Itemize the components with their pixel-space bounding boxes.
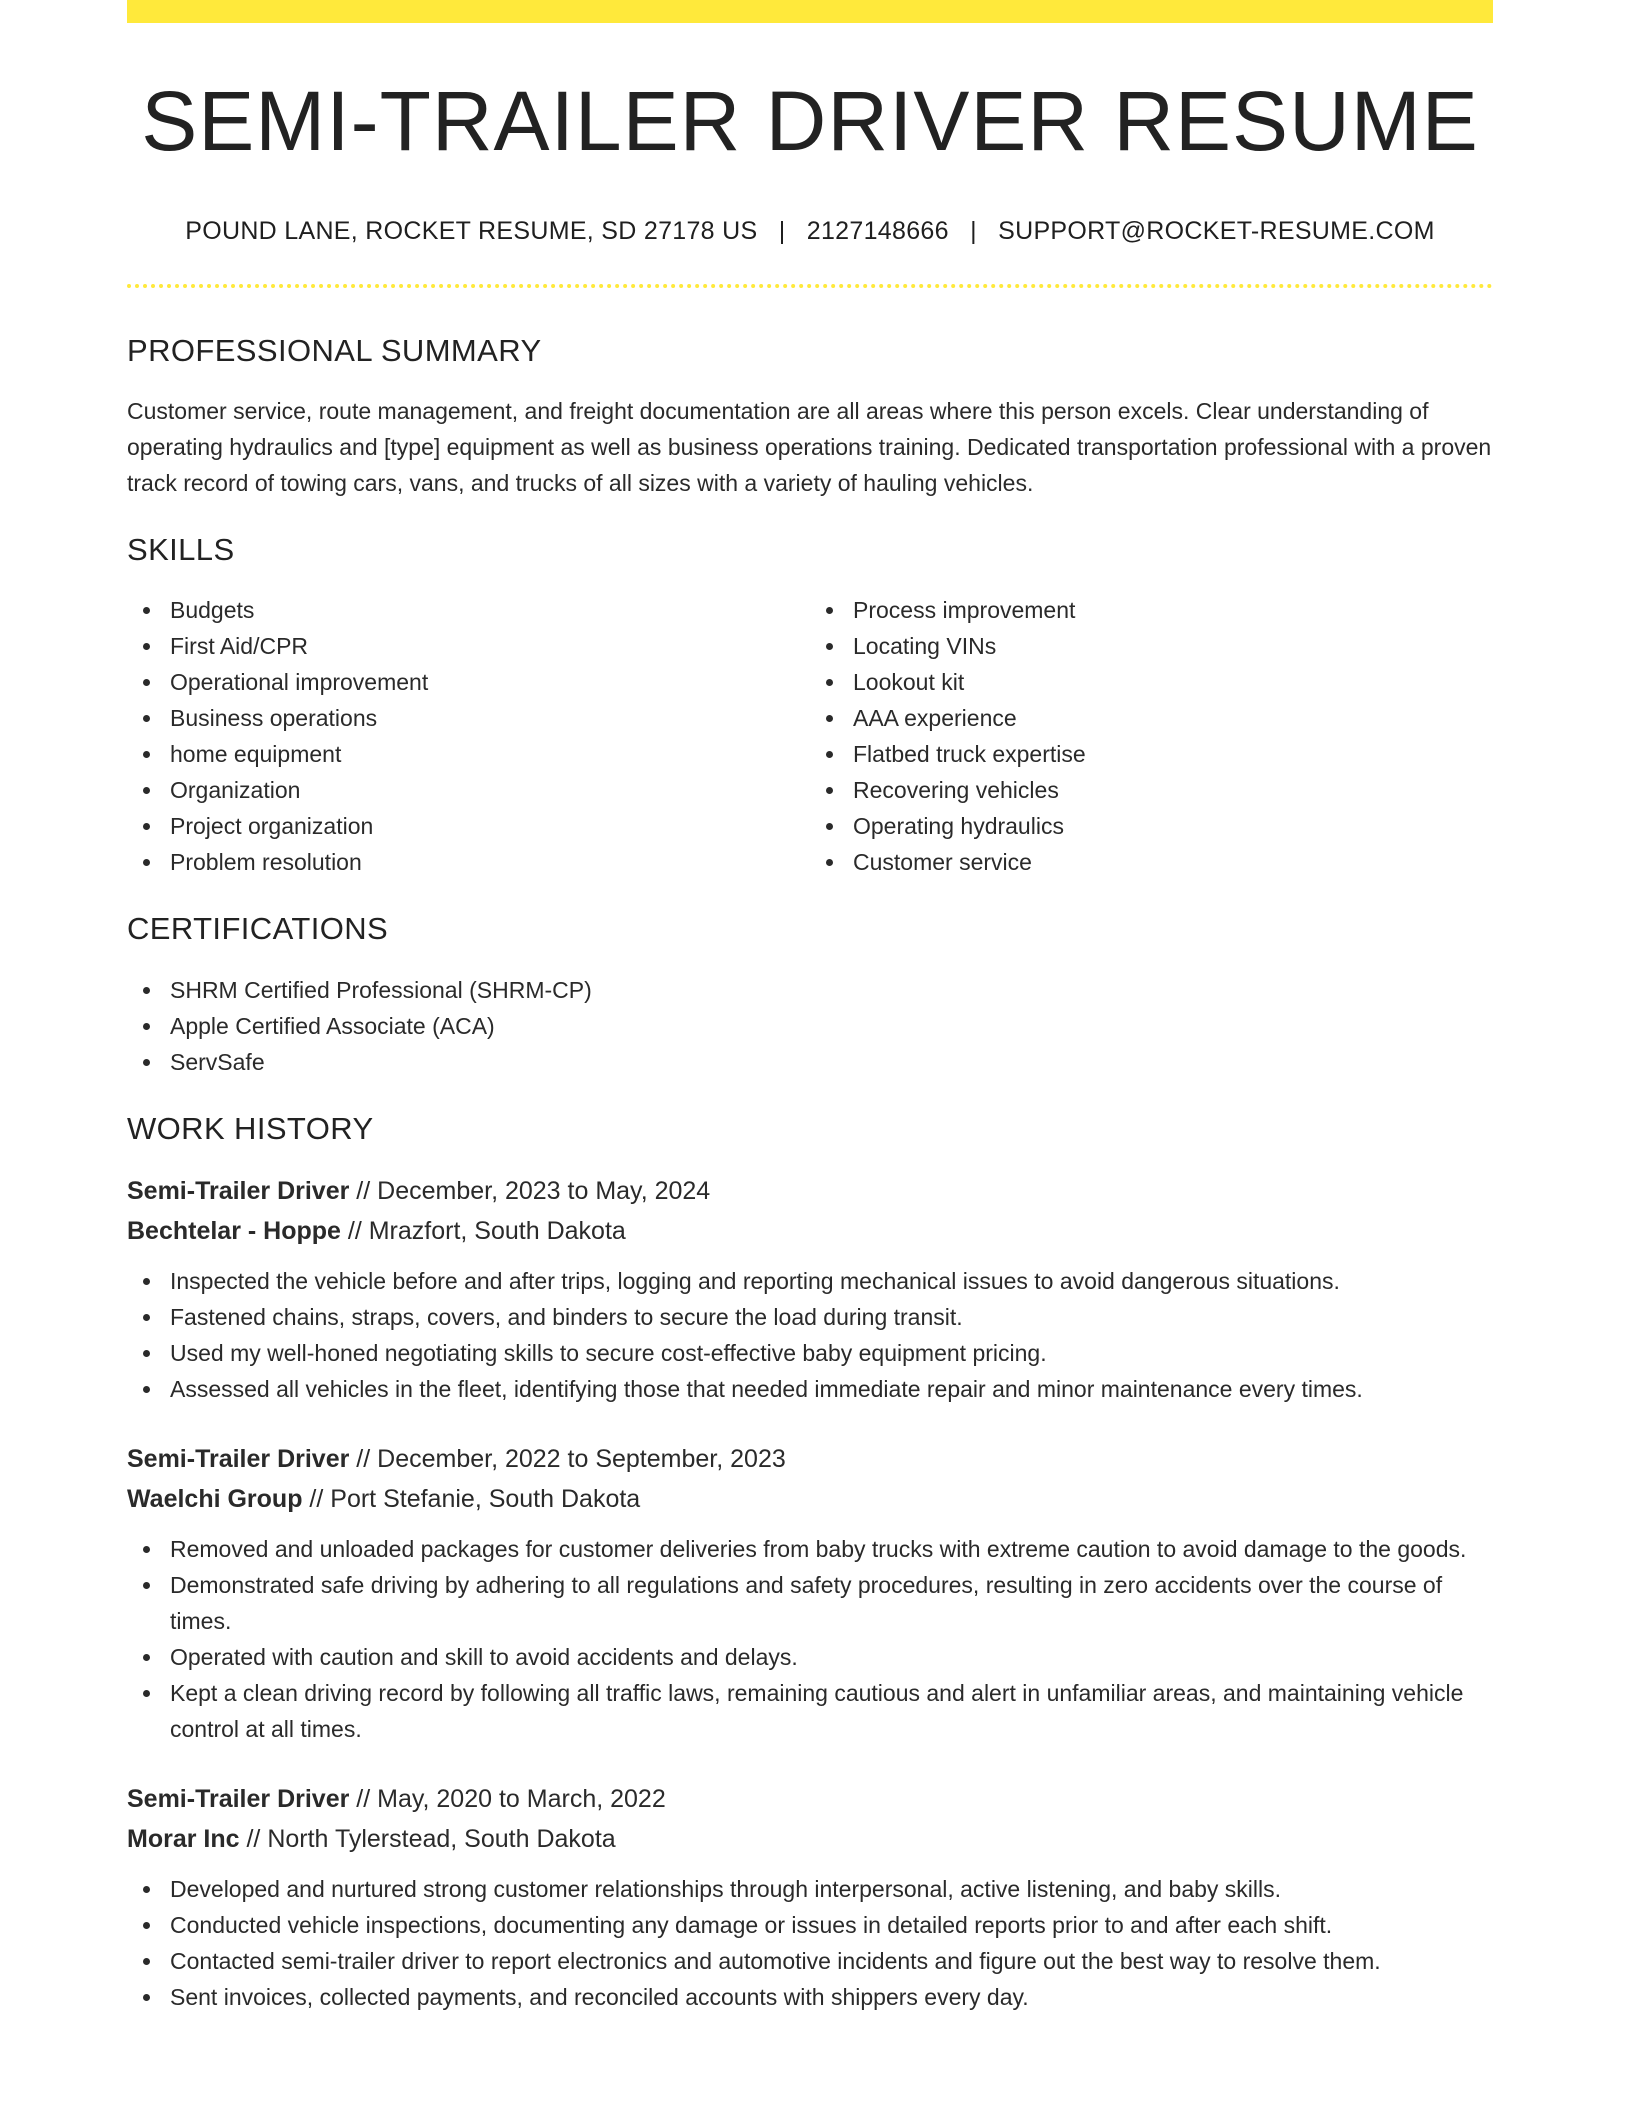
job-entry bbox=[127, 1171, 1493, 1407]
job-bullet-list bbox=[127, 1531, 1493, 1747]
list-item: Flatbed truck expertise bbox=[853, 736, 1493, 772]
list-item: Contacted semi-trailer driver to report electronics and automotive incidents and figure out the best way to resolve them. bbox=[170, 1943, 1493, 1979]
list-item: Operated with caution and skill to avoid accidents and delays. bbox=[170, 1639, 1493, 1675]
list-item: Locating VINs bbox=[853, 628, 1493, 664]
job-entry bbox=[127, 1439, 1493, 1747]
job-separator: // bbox=[340, 1216, 369, 1245]
skills-list-right bbox=[810, 592, 1493, 880]
job-company-line bbox=[127, 1479, 1493, 1519]
list-item: Process improvement bbox=[853, 592, 1493, 628]
job-location: Port Stefanie, South Dakota bbox=[330, 1484, 641, 1513]
work-history-list bbox=[127, 1171, 1493, 2015]
list-item: Removed and unloaded packages for customer deliveries from baby trucks with extreme caution to avoid damage to the goods. bbox=[170, 1531, 1493, 1567]
list-item: AAA experience bbox=[853, 700, 1493, 736]
skills-list-left bbox=[127, 592, 810, 880]
list-item: First Aid/CPR bbox=[170, 628, 810, 664]
job-title: Semi-Trailer Driver bbox=[127, 1176, 350, 1205]
list-item: Recovering vehicles bbox=[853, 772, 1493, 808]
list-item: Operating hydraulics bbox=[853, 808, 1493, 844]
list-item: Business operations bbox=[170, 700, 810, 736]
job-bullet-list bbox=[127, 1263, 1493, 1407]
contact-separator: | bbox=[778, 217, 786, 245]
contact-line bbox=[127, 217, 1493, 246]
job-entry bbox=[127, 1779, 1493, 2015]
contact-email[interactable]: SUPPORT@ROCKET-RESUME.COM bbox=[998, 217, 1435, 245]
job-title-line bbox=[127, 1439, 1493, 1479]
job-company: Waelchi Group bbox=[127, 1484, 303, 1513]
list-item: Fastened chains, straps, covers, and binders to secure the load during transit. bbox=[170, 1299, 1493, 1335]
skills-heading: SKILLS bbox=[127, 532, 235, 568]
list-item: Inspected the vehicle before and after trips, logging and reporting mechanical issues to avoid dangerous situations. bbox=[170, 1263, 1493, 1299]
job-company-line bbox=[127, 1819, 1493, 1859]
list-item: Used my well-honed negotiating skills to secure cost-effective baby equipment pricing. bbox=[170, 1335, 1493, 1371]
contact-address: POUND LANE, ROCKET RESUME, SD 27178 US bbox=[185, 217, 758, 245]
job-dates: May, 2020 to March, 2022 bbox=[377, 1784, 666, 1813]
list-item: Operational improvement bbox=[170, 664, 810, 700]
job-separator: // bbox=[349, 1784, 378, 1813]
job-title: Semi-Trailer Driver bbox=[127, 1784, 350, 1813]
list-item: Apple Certified Associate (ACA) bbox=[170, 1008, 1493, 1044]
list-item: home equipment bbox=[170, 736, 810, 772]
list-item: Kept a clean driving record by following all traffic laws, remaining cautious and alert in unfamiliar areas, and maintaining vehicle control at all times. bbox=[170, 1675, 1493, 1747]
job-separator: // bbox=[302, 1484, 331, 1513]
list-item: Budgets bbox=[170, 592, 810, 628]
list-item: Organization bbox=[170, 772, 810, 808]
job-separator: // bbox=[239, 1824, 268, 1853]
job-company: Bechtelar - Hoppe bbox=[127, 1216, 341, 1245]
list-item: Problem resolution bbox=[170, 844, 810, 880]
job-separator: // bbox=[349, 1176, 378, 1205]
job-separator: // bbox=[349, 1444, 378, 1473]
work-history-heading: WORK HISTORY bbox=[127, 1110, 374, 1146]
list-item: ServSafe bbox=[170, 1044, 1493, 1080]
list-item: Customer service bbox=[853, 844, 1493, 880]
dotted-divider bbox=[127, 284, 1493, 288]
list-item: Demonstrated safe driving by adhering to all regulations and safety procedures, resulting in zero accidents over the course of times. bbox=[170, 1567, 1493, 1639]
list-item: Developed and nurtured strong customer relationships through interpersonal, active listening, and baby skills. bbox=[170, 1871, 1493, 1907]
job-company: Morar Inc bbox=[127, 1824, 240, 1853]
job-location: North Tylerstead, South Dakota bbox=[267, 1824, 616, 1853]
list-item: Assessed all vehicles in the fleet, identifying those that needed immediate repair and minor maintenance every times. bbox=[170, 1371, 1493, 1407]
certifications-heading: CERTIFICATIONS bbox=[127, 911, 389, 947]
job-dates: December, 2023 to May, 2024 bbox=[377, 1176, 711, 1205]
resume-page bbox=[127, 0, 1493, 2015]
job-company-line bbox=[127, 1211, 1493, 1251]
list-item: Sent invoices, collected payments, and reconciled accounts with shippers every day. bbox=[170, 1979, 1493, 2015]
list-item: SHRM Certified Professional (SHRM-CP) bbox=[170, 972, 1493, 1008]
job-title-line bbox=[127, 1779, 1493, 1819]
job-location: Mrazfort, South Dakota bbox=[368, 1216, 626, 1245]
accent-top-bar bbox=[127, 0, 1493, 23]
certifications-list bbox=[127, 972, 1493, 1080]
contact-separator: | bbox=[970, 217, 977, 245]
resume-title: SEMI-TRAILER DRIVER RESUME bbox=[141, 74, 1479, 168]
list-item: Conducted vehicle inspections, documenting any damage or issues in detailed reports prior to and after each shift. bbox=[170, 1907, 1493, 1943]
summary-heading: PROFESSIONAL SUMMARY bbox=[127, 333, 542, 368]
summary-text: Customer service, route management, and freight documentation are all areas where this person excels. Clear understanding of operating hydraulics and [type] equipment as well as business operations training. Dedicated transportation professional with a proven track record of towing cars, vans, and trucks of all sizes with a variety of hauling vehicles. bbox=[127, 398, 1492, 497]
list-item: Project organization bbox=[170, 808, 810, 844]
skills-columns bbox=[127, 592, 1493, 880]
list-item: Lookout kit bbox=[853, 664, 1493, 700]
contact-phone: 2127148666 bbox=[806, 217, 949, 245]
job-dates: December, 2022 to September, 2023 bbox=[377, 1444, 786, 1473]
job-title-line bbox=[127, 1171, 1493, 1211]
job-bullet-list bbox=[127, 1871, 1493, 2015]
job-title: Semi-Trailer Driver bbox=[127, 1444, 350, 1473]
